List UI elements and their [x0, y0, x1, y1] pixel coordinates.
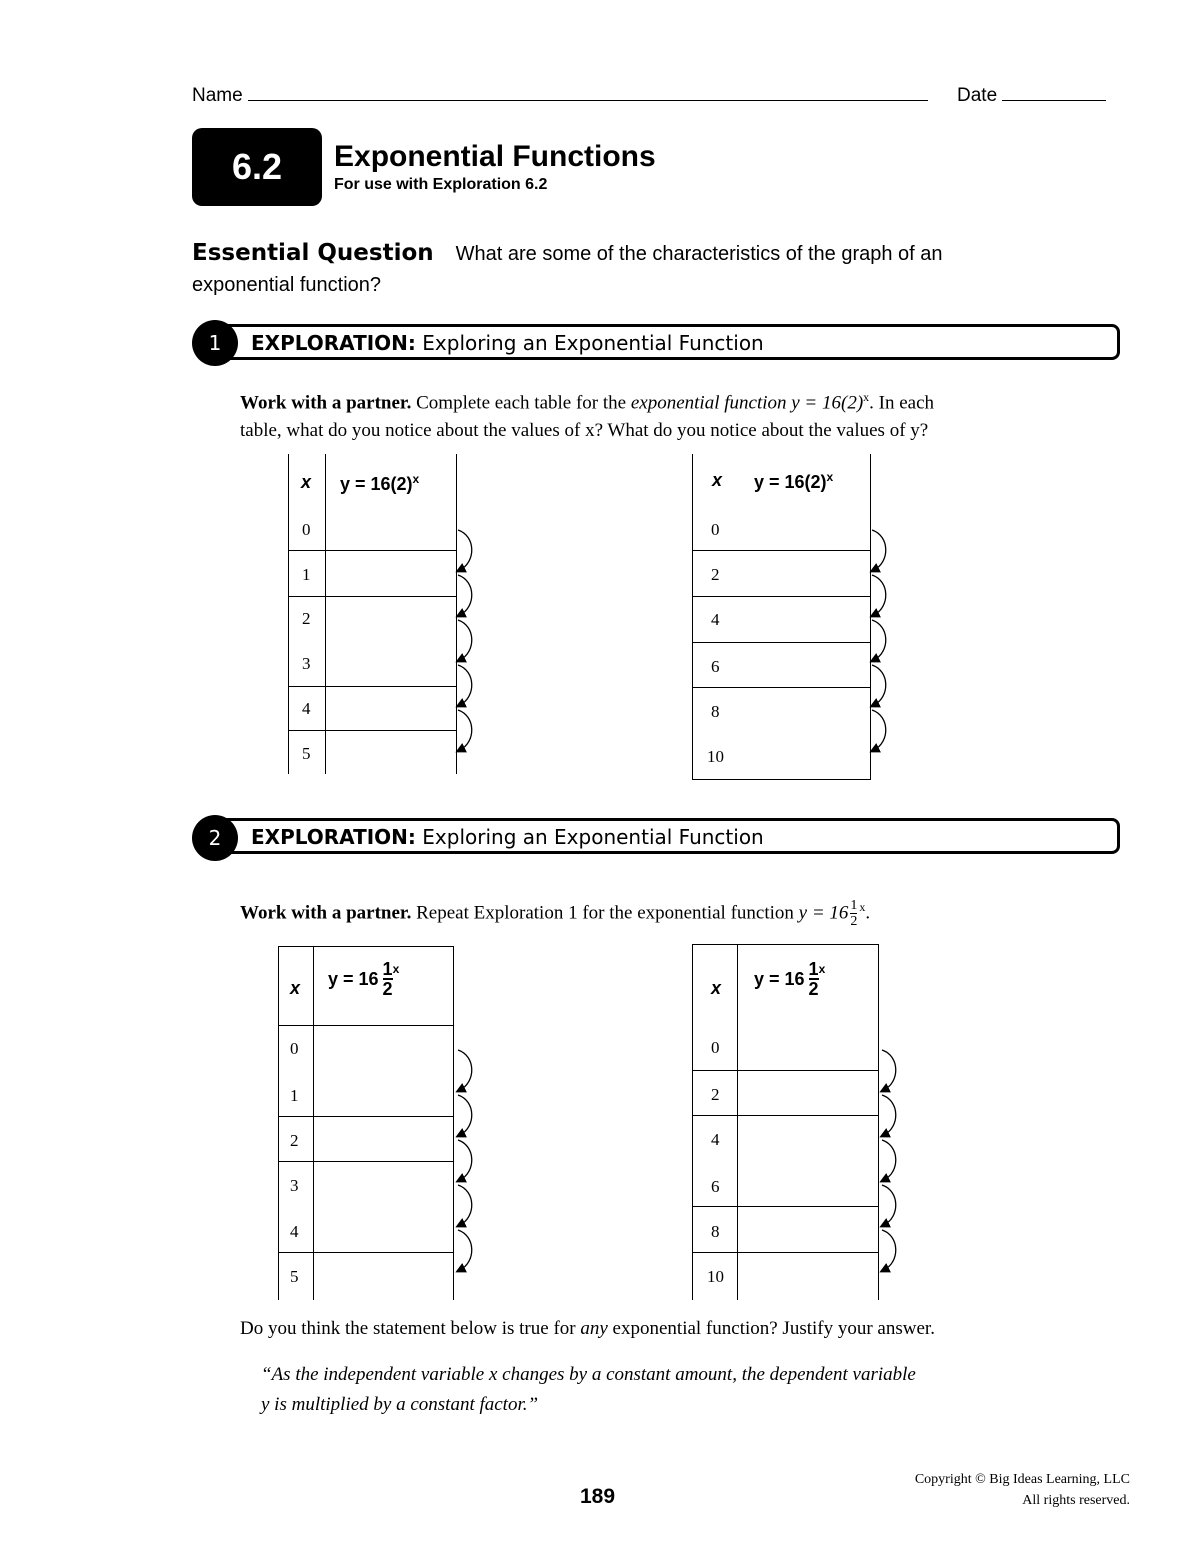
table-x-value: 4 [711, 610, 720, 629]
table-x-header: x [712, 470, 723, 490]
step-arrows-icon [876, 1040, 916, 1280]
table-y-header: $y = 16(2)^x$ [340, 472, 420, 494]
table-y-header: y = 16 $\frac{1}{2}$ $^x$ [328, 959, 400, 999]
table-x-header: x [301, 472, 312, 492]
table-x-value: 2 [711, 565, 720, 584]
step-arrows-icon [866, 520, 906, 760]
step-arrows-icon [452, 1040, 492, 1280]
exploration2-instructions: Work with a partner. Repeat Exploration 1 for the exponential function y = 16 $\frac{1}{2}$ $^x$. [240, 898, 871, 930]
table-y-header: $y = 16(2)^x$ [754, 470, 834, 492]
step-arrows-icon [452, 520, 492, 760]
table-x-value: 0 [302, 520, 311, 539]
table-x-value: 2 [290, 1131, 299, 1150]
table-x-value: 5 [290, 1267, 299, 1286]
table-x-value: 3 [290, 1176, 299, 1195]
essential-question [192, 238, 1032, 301]
table-x-header: x [711, 978, 722, 998]
table-x-value: 10 [707, 1267, 724, 1286]
table-x-value: 6 [711, 657, 720, 676]
table-x-value: 8 [711, 702, 720, 721]
exploration2-title: EXPLORATION: Exploring an Exponential Function [251, 825, 764, 849]
copyright: Copyright © Big Ideas Learning, LLC All rights reserved. [914, 1472, 1130, 1508]
table-x-value: 1 [302, 565, 311, 584]
page-title: Exponential Functions [334, 140, 656, 173]
exploration1-title: EXPLORATION: Exploring an Exponential Function [251, 331, 764, 355]
justify-question: Do you think the statement below is true for any exponential function? Justify your answer. [240, 1318, 935, 1339]
name-blank[interactable] [248, 84, 928, 101]
date-blank[interactable] [1002, 84, 1106, 101]
exploration1-instructions-line2: table, what do you notice about the values of x? What do you notice about the values of y? [240, 420, 929, 441]
essential-question-label: Essential Question [192, 240, 434, 266]
name-label: Name [192, 85, 243, 106]
name-field[interactable] [192, 84, 928, 107]
table-x-value: 2 [711, 1085, 720, 1104]
table-x-value: 10 [707, 747, 724, 766]
date-field[interactable] [957, 84, 1106, 107]
exploration2-number: 2 [192, 815, 238, 861]
exploration1-instructions: Work with a partner. Complete each table for the exponential function $y = 16(2)^x$. In each [240, 390, 935, 414]
page-subtitle: For use with Exploration 6.2 [334, 176, 548, 193]
table-x-value: 0 [290, 1039, 299, 1058]
table-x-header: x [290, 978, 301, 998]
table-x-value: 6 [711, 1177, 720, 1196]
table-x-value: 8 [711, 1222, 720, 1241]
table-x-value: 1 [290, 1086, 299, 1105]
exploration1-number: 1 [192, 320, 238, 366]
table-x-value: 2 [302, 609, 311, 628]
table-x-value: 4 [711, 1130, 720, 1149]
table-x-value: 4 [290, 1222, 299, 1241]
statement-quote: “As the independent variable x changes by a constant amount, the dependent variable y is multiplied by a constant factor.” [261, 1364, 916, 1415]
table-x-value: 0 [711, 1038, 720, 1057]
table-x-value: 5 [302, 744, 311, 763]
table-x-value: 3 [302, 654, 311, 673]
section-number-badge: 6.2 [192, 128, 322, 206]
table-x-value: 0 [711, 520, 720, 539]
table-y-header: y = 16 $\frac{1}{2}$ $^x$ [754, 959, 826, 999]
table-x-value: 4 [302, 699, 311, 718]
essential-question-text: What are some of the characteristics of the graph of an exponential function? [192, 243, 943, 296]
date-label: Date [957, 85, 998, 106]
page-number: 189 [580, 1485, 616, 1508]
